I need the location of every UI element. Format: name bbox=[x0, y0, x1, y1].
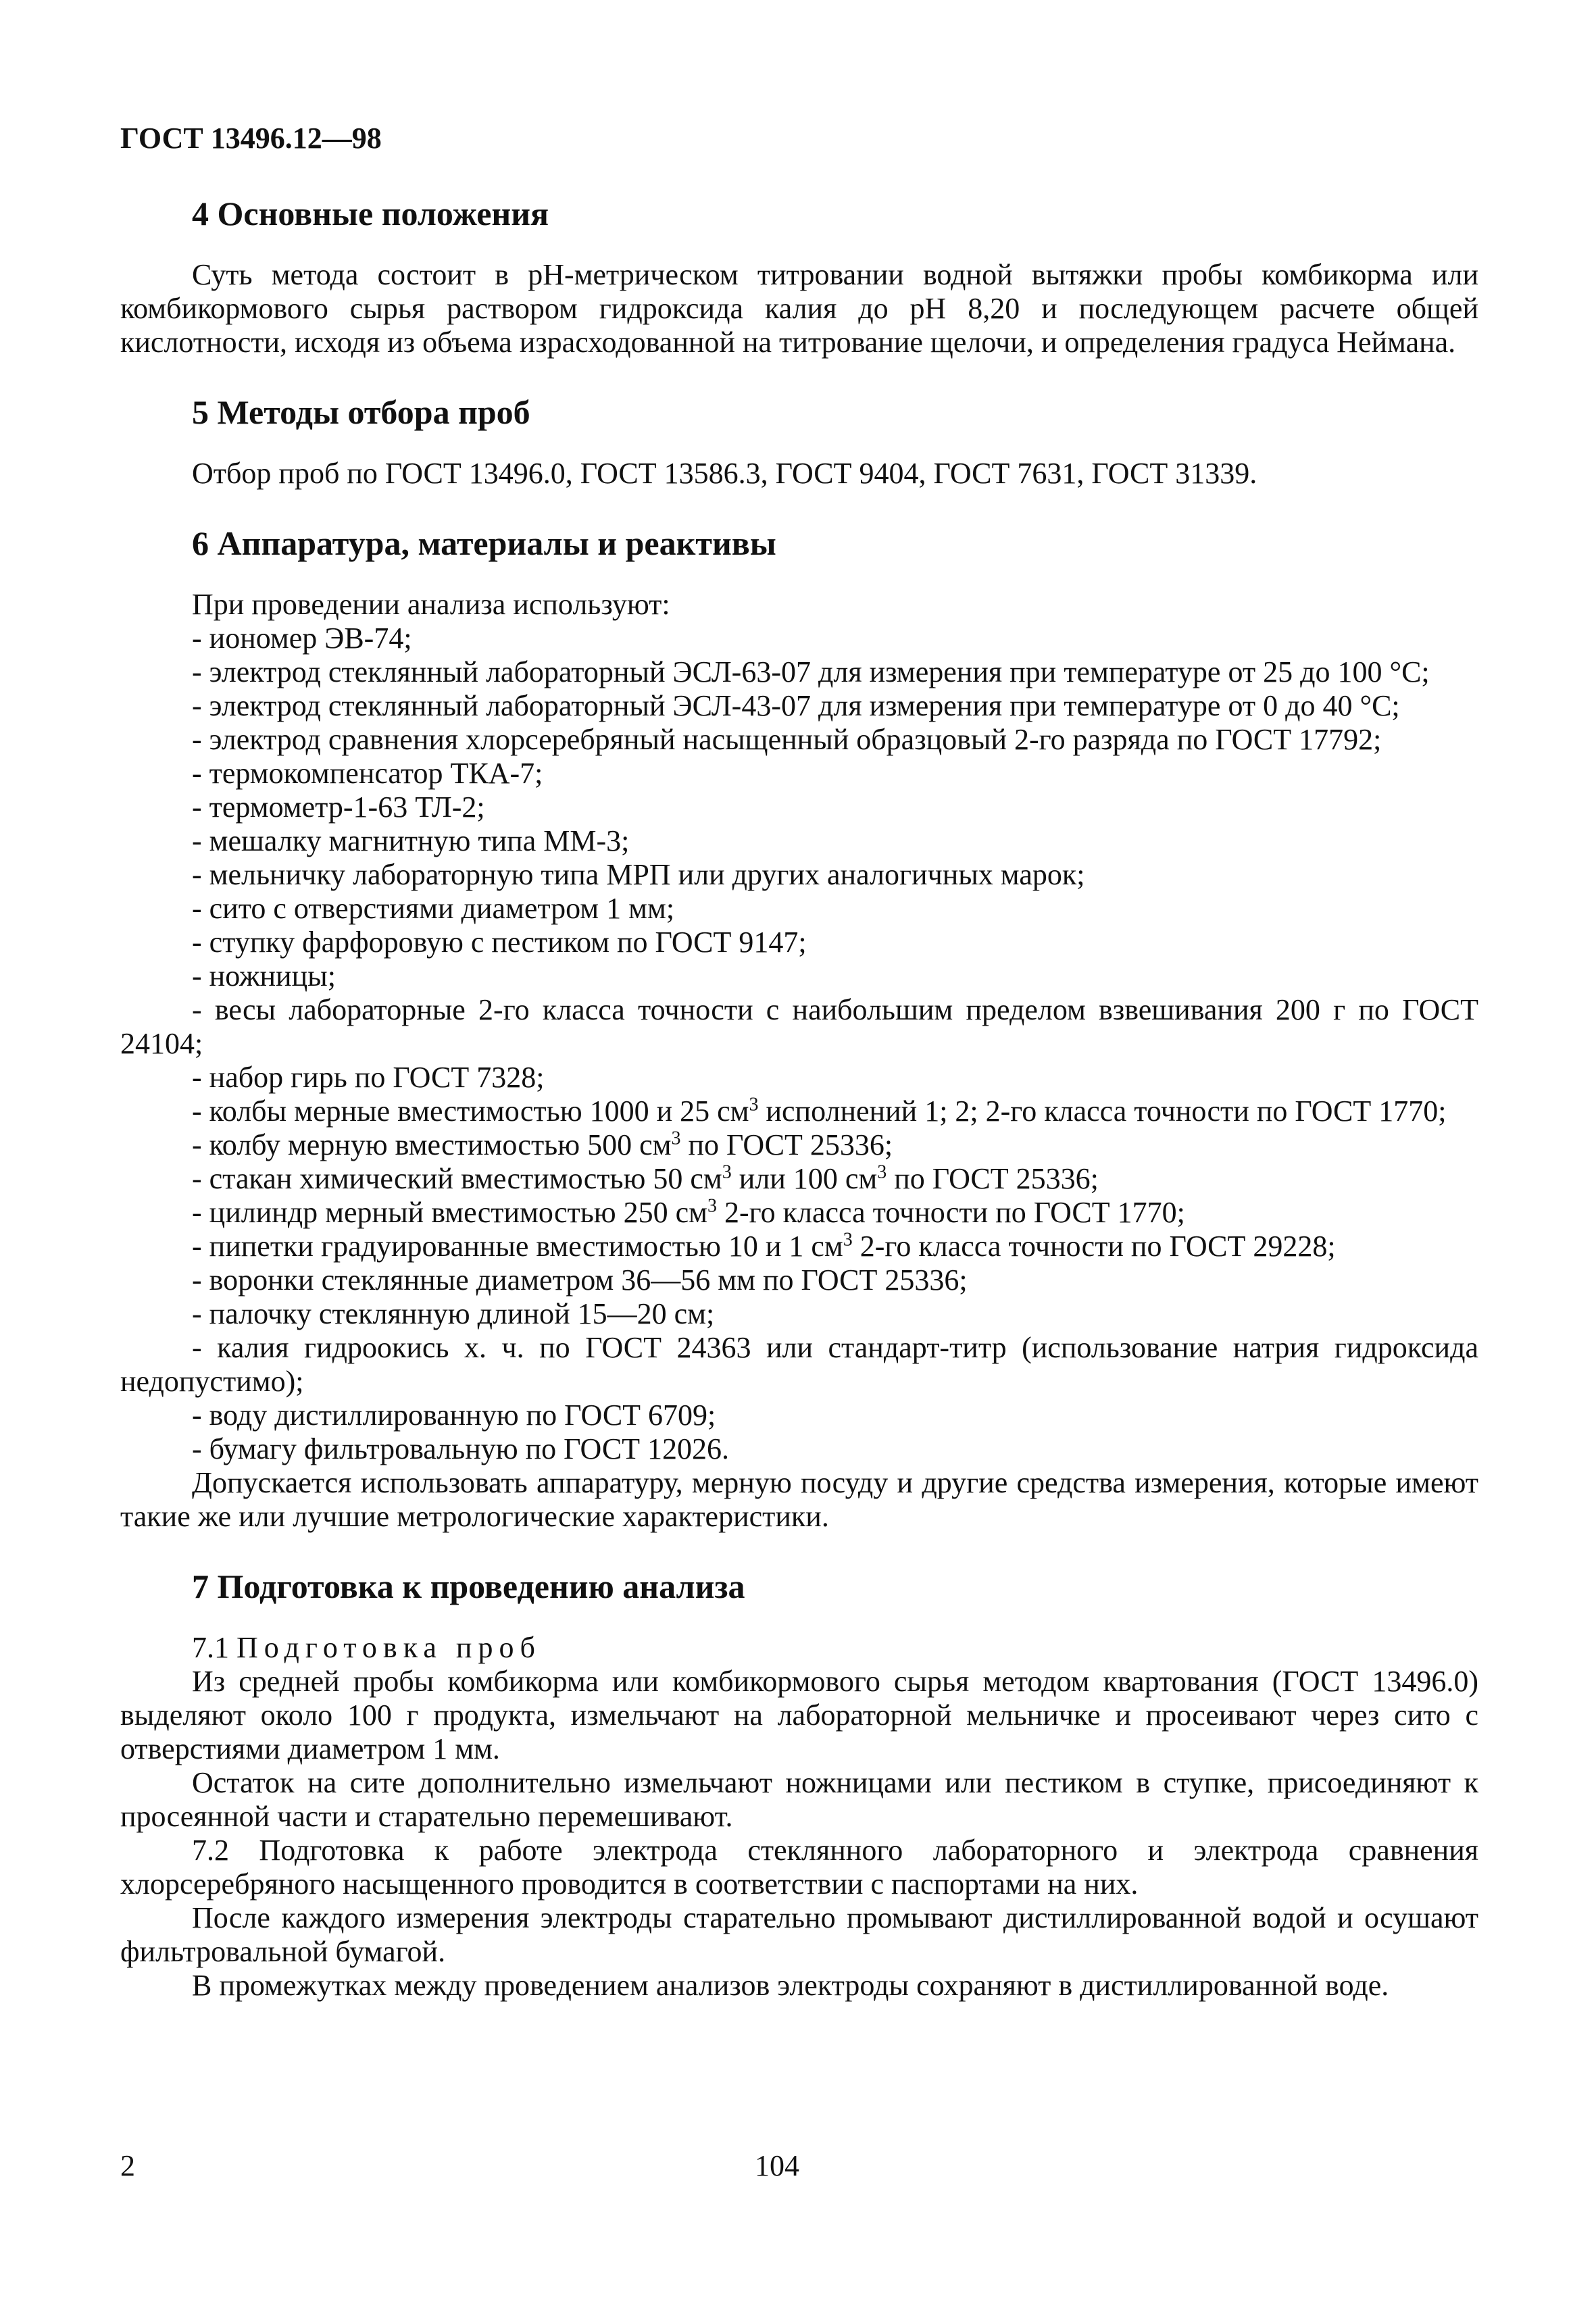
item-text: 2-го класса точности по ГОСТ 1770; bbox=[717, 1196, 1185, 1229]
item-text: по ГОСТ 25336; bbox=[680, 1128, 893, 1161]
list-item: - термометр-1-63 ТЛ-2; bbox=[192, 790, 485, 824]
document-number: ГОСТ 13496.12—98 bbox=[120, 122, 382, 155]
section-5-title: 5 Методы отбора проб bbox=[192, 393, 530, 431]
list-item: - калия гидроокись х. ч. по ГОСТ 24363 или стандарт-титр (использование натрия гидроксида недопустимо); bbox=[120, 1331, 1478, 1398]
item-text: исполнений 1; 2; 2-го класса точности по ГОСТ 1770; bbox=[758, 1095, 1447, 1128]
item-text: - пипетки градуированные вместимостью 10 и 1 см bbox=[192, 1230, 843, 1263]
list-item: - ножницы; bbox=[192, 959, 336, 992]
page-number-center: 104 bbox=[755, 2149, 799, 2182]
item-text: по ГОСТ 25336; bbox=[887, 1162, 1099, 1195]
section-7-title: 7 Подготовка к проведению анализа bbox=[192, 1567, 745, 1605]
section-5-paragraph: Отбор проб по ГОСТ 13496.0, ГОСТ 13586.3, ГОСТ 9404, ГОСТ 7631, ГОСТ 31339. bbox=[192, 457, 1257, 490]
subsection-7-1-heading bbox=[120, 1631, 1478, 1665]
list-item: - электрод сравнения хлорсеребряный насыщенный образцовый 2-го разряда по ГОСТ 17792; bbox=[192, 723, 1382, 756]
item-text: - стакан химический вместимостью 50 см bbox=[192, 1162, 722, 1195]
list-item: - весы лабораторные 2-го класса точности с наибольшим пределом взвешивания 200 г по ГОСТ 24104; bbox=[120, 993, 1478, 1060]
superscript: 3 bbox=[722, 1161, 732, 1183]
section-6-intro: При проведении анализа используют: bbox=[192, 588, 670, 621]
list-item: - термокомпенсатор ТКА-7; bbox=[192, 757, 543, 790]
item-text: или 100 см bbox=[731, 1162, 878, 1195]
list-item: - бумагу фильтровальную по ГОСТ 12026. bbox=[192, 1432, 730, 1465]
list-item: - сито с отверстиями диаметром 1 мм; bbox=[192, 892, 675, 925]
superscript: 3 bbox=[671, 1128, 681, 1149]
list-item bbox=[120, 1230, 1478, 1263]
list-item: - набор гирь по ГОСТ 7328; bbox=[192, 1061, 545, 1094]
section-7-paragraph: В промежутках между проведением анализов электроды сохраняют в дистиллированной воде. bbox=[192, 1969, 1389, 2002]
section-7-paragraph: Из средней пробы комбикорма или комбикормового сырья методом квартования (ГОСТ 13496.0) выделяют около 100 г продукта, измельчают на лабораторной мельничке и просеивают через сито с отверстиями диаметром 1 мм. bbox=[120, 1665, 1478, 1765]
superscript: 3 bbox=[843, 1229, 853, 1251]
section-4-title: 4 Основные положения bbox=[192, 195, 549, 232]
page-content bbox=[120, 122, 1478, 2003]
list-item: - мешалку магнитную типа ММ-3; bbox=[192, 824, 630, 857]
subsection-title: Подготовка проб bbox=[236, 1631, 541, 1664]
superscript: 3 bbox=[749, 1094, 759, 1115]
page-number-left: 2 bbox=[120, 2149, 135, 2182]
list-item: - воду дистиллированную по ГОСТ 6709; bbox=[192, 1399, 716, 1432]
superscript: 3 bbox=[877, 1161, 887, 1183]
section-6-title: 6 Аппаратура, материалы и реактивы bbox=[192, 524, 776, 562]
list-item: - иономер ЭВ-74; bbox=[192, 622, 412, 655]
list-item: - мельничку лабораторную типа МРП или других аналогичных марок; bbox=[192, 858, 1085, 891]
section-7-paragraph: 7.2 Подготовка к работе электрода стеклянного лабораторного и электрода сравнения хлорсеребряного насыщенного проводится в соответствии с паспортами на них. bbox=[120, 1834, 1478, 1901]
section-7-paragraph: После каждого измерения электроды старательно промывают дистиллированной водой и осушают фильтровальной бумагой. bbox=[120, 1901, 1478, 1968]
item-text: 2-го класса точности по ГОСТ 29228; bbox=[852, 1230, 1336, 1263]
list-item: - палочку стеклянную длиной 15—20 см; bbox=[192, 1297, 715, 1330]
list-item: - воронки стеклянные диаметром 36—56 мм по ГОСТ 25336; bbox=[192, 1263, 968, 1297]
section-6-outro: Допускается использовать аппаратуру, мерную посуду и другие средства измерения, которые имеют такие же или лучшие метрологические характеристики. bbox=[120, 1466, 1478, 1533]
list-item bbox=[120, 1128, 1478, 1162]
list-item: - ступку фарфоровую с пестиком по ГОСТ 9147; bbox=[192, 926, 807, 959]
list-item bbox=[120, 1095, 1478, 1128]
section-7-paragraph: Остаток на сите дополнительно измельчают ножницами или пестиком в ступке, присоединяют к просеянной части и старательно перемешивают. bbox=[120, 1766, 1478, 1833]
item-text: - колбы мерные вместимостью 1000 и 25 см bbox=[192, 1095, 749, 1128]
item-text: - колбу мерную вместимостью 500 см bbox=[192, 1128, 672, 1161]
section-4-paragraph: Суть метода состоит в рН-метрическом титровании водной вытяжки пробы комбикорма или комбикормового сырья раствором гидроксида калия до рН 8,20 и последующем расчете общей кислотности, исходя из объема израсходованной на титрование щелочи, и определения градуса Неймана. bbox=[120, 258, 1478, 359]
list-item bbox=[120, 1196, 1478, 1230]
superscript: 3 bbox=[707, 1195, 718, 1217]
list-item: - электрод стеклянный лабораторный ЭСЛ-43-07 для измерения при температуре от 0 до 40 °С; bbox=[192, 689, 1400, 722]
item-text: - цилиндр мерный вместимостью 250 см bbox=[192, 1196, 708, 1229]
list-item: - электрод стеклянный лабораторный ЭСЛ-63-07 для измерения при температуре от 25 до 100 °С; bbox=[192, 655, 1430, 688]
list-item bbox=[120, 1162, 1478, 1196]
subsection-number: 7.1 bbox=[192, 1631, 236, 1664]
equipment-list bbox=[120, 622, 1478, 1466]
